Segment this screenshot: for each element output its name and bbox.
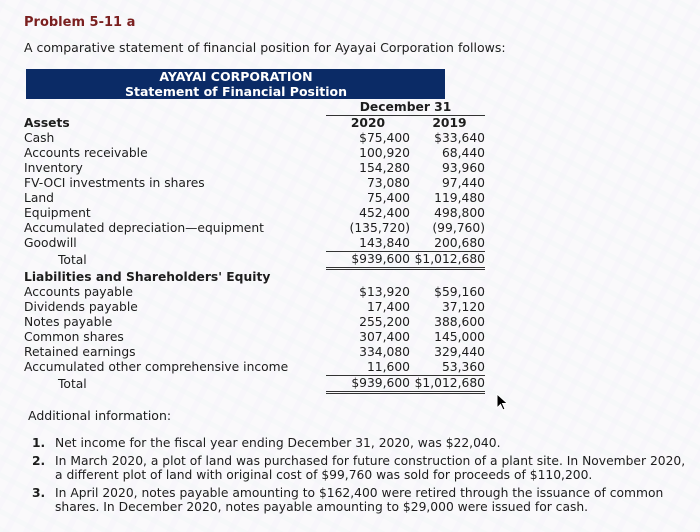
line-item-label: FV-OCI investments in shares — [24, 176, 205, 190]
liabilities-section — [24, 285, 485, 376]
line-item-label: Accumulated other comprehensive income — [24, 360, 289, 375]
col-2020: 2020 — [350, 116, 386, 130]
value-2020: 11,600 — [326, 360, 414, 376]
item-text: In March 2020, a plot of land was purchased for future construction of a plant site. In November 2020, a different plot of land with original cost of $99,760 was sold for proceeds of $110,200. — [55, 454, 686, 482]
company-name: AYAYAI CORPORATION — [159, 69, 313, 84]
value-2019: 53,360 — [414, 360, 485, 376]
line-item-label: Goodwill — [24, 236, 77, 251]
value-2019: 37,120 — [441, 300, 485, 314]
line-item-row — [24, 315, 485, 330]
financial-statement-table — [24, 100, 485, 394]
value-2019: 388,600 — [434, 315, 485, 329]
item-number: 1. — [32, 436, 46, 450]
value-2020: 307,400 — [359, 330, 410, 344]
line-item-row — [24, 161, 485, 176]
value-2019: 329,440 — [434, 345, 485, 359]
line-item-label: Equipment — [24, 206, 91, 220]
value-2019: 93,960 — [441, 161, 485, 175]
line-item-row — [24, 191, 485, 206]
value-2019: 200,680 — [414, 236, 485, 252]
value-2020: 75,400 — [366, 191, 410, 205]
line-item-row — [24, 345, 485, 360]
additional-info-item — [28, 436, 694, 450]
problem-title: Problem 5-11 a — [24, 15, 136, 30]
line-item-row — [24, 221, 485, 236]
line-item-row — [24, 300, 485, 315]
period-header: December 31 — [326, 100, 485, 116]
line-item-row — [24, 176, 485, 191]
total-label: Total — [58, 376, 87, 391]
value-2019: $59,160 — [434, 285, 485, 299]
value-2019: 498,800 — [434, 206, 485, 220]
additional-info-list — [28, 436, 694, 518]
col-2019: 2019 — [432, 116, 467, 130]
value-2019: 68,440 — [441, 146, 485, 160]
value-2020: $13,920 — [359, 285, 410, 299]
line-item-row — [24, 206, 485, 221]
statement-title: Statement of Financial Position — [124, 84, 347, 99]
liabilities-heading: Liabilities and Shareholders' Equity — [24, 270, 271, 284]
line-item-label: Inventory — [24, 161, 83, 175]
line-item-label: Accounts payable — [24, 285, 133, 299]
value-2020: 334,080 — [359, 345, 410, 359]
line-item-row — [24, 285, 485, 300]
value-2020: 154,280 — [359, 161, 410, 175]
line-item-label: Accounts receivable — [24, 146, 148, 160]
line-item-row — [24, 360, 485, 376]
item-text: In April 2020, notes payable amounting to $162,400 were retired through the issuance of common shares. In December 2020, notes payable amounting to $29,000 were issued for cash. — [55, 486, 664, 514]
line-item-label: Notes payable — [24, 315, 113, 329]
item-number: 2. — [32, 454, 46, 468]
value-2019: 119,480 — [434, 191, 485, 205]
additional-info-label: Additional information: — [28, 408, 172, 423]
year-header-row — [24, 116, 485, 132]
line-item-label: Land — [24, 191, 54, 205]
additional-info-item — [28, 486, 694, 514]
value-2020: 452,400 — [359, 206, 410, 220]
item-text: Net income for the fiscal year ending December 31, 2020, was $22,040. — [55, 436, 501, 450]
value-2019: 97,440 — [441, 176, 485, 190]
total-2019: $1,012,680 — [414, 252, 485, 269]
value-2020: (135,720) — [349, 221, 410, 235]
additional-info-item — [28, 454, 694, 482]
period-header-row — [24, 100, 485, 116]
line-item-label: Accumulated depreciation—equipment — [24, 221, 264, 235]
total-2019: $1,012,680 — [414, 376, 485, 393]
total-label: Total — [58, 252, 87, 267]
line-item-label: Common shares — [24, 330, 124, 344]
liabilities-total-row — [24, 376, 485, 393]
value-2020: 100,920 — [359, 146, 410, 160]
statement-banner — [26, 69, 445, 99]
assets-heading: Assets — [24, 115, 70, 130]
value-2020: $75,400 — [359, 131, 410, 145]
value-2020: 143,840 — [326, 236, 414, 252]
line-item-label: Retained earnings — [24, 345, 136, 359]
assets-total-row — [24, 252, 485, 269]
value-2019: (99,760) — [432, 221, 485, 235]
total-2020: $939,600 — [326, 376, 414, 393]
intro-text: A comparative statement of financial position for Ayayai Corporation follows: — [24, 40, 506, 55]
line-item-row — [24, 236, 485, 252]
line-item-label: Dividends payable — [24, 300, 138, 314]
line-item-row — [24, 131, 485, 146]
value-2020: 73,080 — [366, 176, 410, 190]
total-2020: $939,600 — [326, 252, 414, 269]
mouse-cursor-icon — [496, 393, 510, 411]
line-item-row — [24, 330, 485, 345]
value-2019: $33,640 — [434, 131, 485, 145]
value-2019: 145,000 — [434, 330, 485, 344]
value-2020: 255,200 — [359, 315, 410, 329]
assets-section — [24, 131, 485, 252]
line-item-row — [24, 146, 485, 161]
value-2020: 17,400 — [366, 300, 410, 314]
item-number: 3. — [32, 486, 46, 500]
liabilities-heading-row — [24, 269, 485, 286]
line-item-label: Cash — [24, 131, 55, 145]
